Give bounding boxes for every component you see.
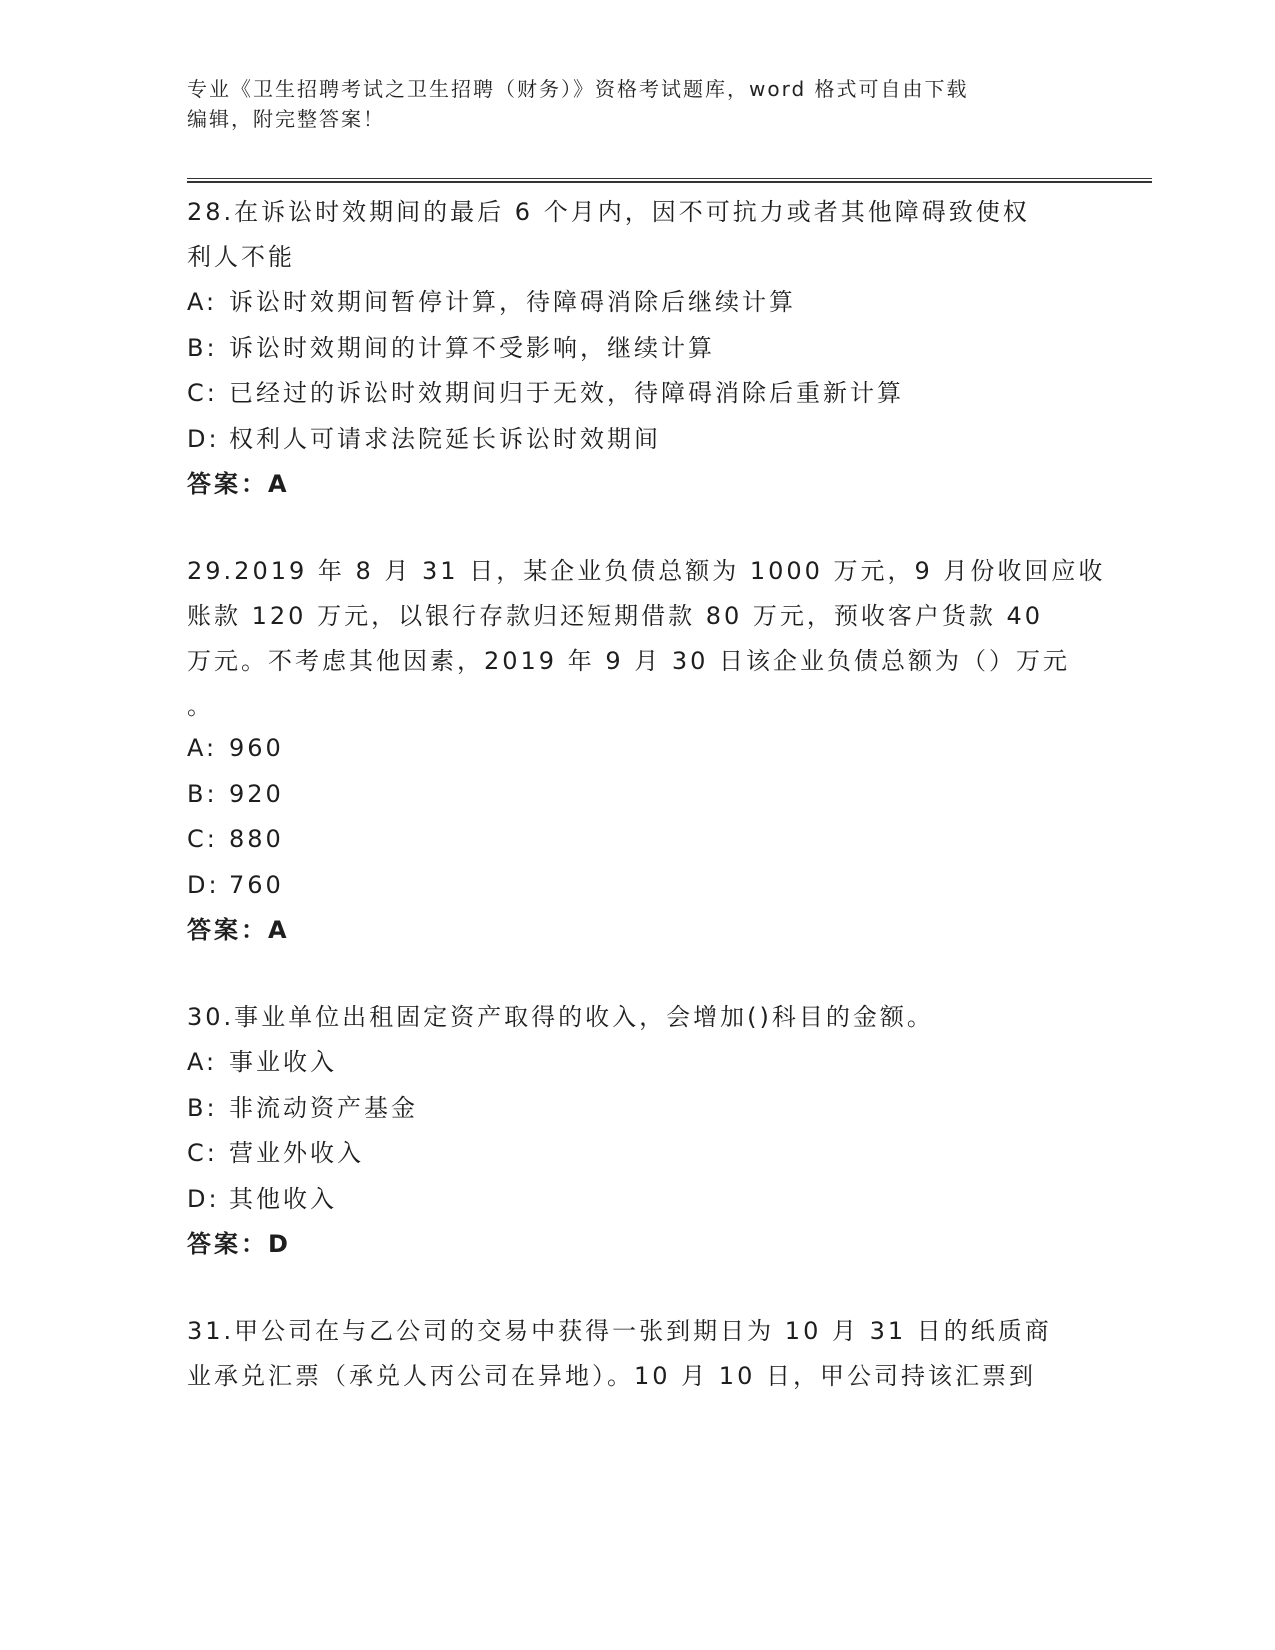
option-letter: C: (187, 1139, 218, 1167)
answer-label: 答案：D (187, 1230, 291, 1258)
option-text: 营业外收入 (229, 1139, 364, 1167)
option-letter: C: (187, 825, 218, 853)
stem-line: 。 (187, 692, 214, 720)
question-31 (187, 1309, 1087, 1399)
option-text: 760 (229, 870, 284, 899)
option-c (187, 1131, 1087, 1177)
option-text: 事业收入 (229, 1048, 337, 1076)
question-stem (187, 549, 1106, 726)
option-text: 非流动资产基金 (229, 1093, 418, 1122)
header-line-2: 编辑，附完整答案！ (187, 107, 385, 131)
header-line-1: 专业《卫生招聘考试之卫生招聘（财务）》资格考试题库，word 格式可自由下载 (187, 77, 969, 101)
option-text: 其他收入 (229, 1184, 337, 1213)
option-text: 诉讼时效期间的计算不受影响，继续计算 (229, 333, 715, 362)
stem-line: 业承兑汇票（承兑人丙公司在异地）。10 月 10 日，甲公司持该汇票到 (187, 1362, 1036, 1390)
stem-line: 万元。不考虑其他因素，2019 年 9 月 30 日该企业负债总额为（）万元 (187, 647, 1071, 675)
question-28 (187, 190, 1087, 507)
option-d (187, 863, 1087, 909)
header-divider (187, 178, 1152, 183)
stem-line: 利人不能 (187, 243, 295, 271)
option-text: 诉讼时效期间暂停计算，待障碍消除后继续计算 (229, 288, 796, 316)
option-letter: B: (187, 333, 218, 362)
option-a (187, 726, 1087, 772)
option-letter: A: (187, 734, 218, 762)
stem-line: 30.事业单位出租固定资产取得的收入，会增加()科目的金额。 (187, 1003, 934, 1031)
answer-label: 答案：A (187, 470, 290, 498)
option-text: 880 (229, 825, 284, 853)
question-stem (187, 1309, 1087, 1399)
stem-line: 29.2019 年 8 月 31 日，某企业负债总额为 1000 万元，9 月份收回应收 (187, 557, 1106, 585)
answer-label: 答案：A (187, 916, 290, 944)
question-stem (187, 995, 1087, 1040)
option-c (187, 371, 1087, 417)
option-a (187, 1040, 1087, 1086)
spacer (187, 1267, 1087, 1309)
option-letter: A: (187, 1048, 218, 1076)
question-stem (187, 190, 1087, 280)
option-letter: D: (187, 870, 220, 899)
question-list (187, 190, 1106, 1399)
option-d (187, 1177, 1087, 1223)
option-b (187, 1086, 1087, 1132)
question-30 (187, 995, 1087, 1267)
option-letter: D: (187, 424, 220, 453)
stem-line: 31.甲公司在与乙公司的交易中获得一张到期日为 10 月 31 日的纸质商 (187, 1317, 1052, 1345)
option-text: 已经过的诉讼时效期间归于无效，待障碍消除后重新计算 (229, 379, 904, 407)
option-text: 920 (229, 779, 284, 808)
spacer (187, 953, 1087, 995)
option-b (187, 326, 1087, 372)
stem-line: 28.在诉讼时效期间的最后 6 个月内，因不可抗力或者其他障碍致使权 (187, 198, 1030, 226)
option-d (187, 417, 1087, 463)
option-c (187, 817, 1087, 863)
option-text: 权利人可请求法院延长诉讼时效期间 (229, 424, 661, 453)
stem-line: 账款 120 万元，以银行存款归还短期借款 80 万元，预收客户货款 40 (187, 602, 1044, 630)
option-letter: B: (187, 779, 218, 808)
option-letter: C: (187, 379, 218, 407)
option-letter: B: (187, 1093, 218, 1122)
option-letter: A: (187, 288, 218, 316)
document-header (187, 74, 1067, 134)
option-b (187, 772, 1087, 818)
option-a (187, 280, 1087, 326)
spacer (187, 507, 1087, 549)
question-29 (187, 549, 1106, 953)
option-letter: D: (187, 1184, 220, 1213)
option-text: 960 (229, 734, 284, 762)
